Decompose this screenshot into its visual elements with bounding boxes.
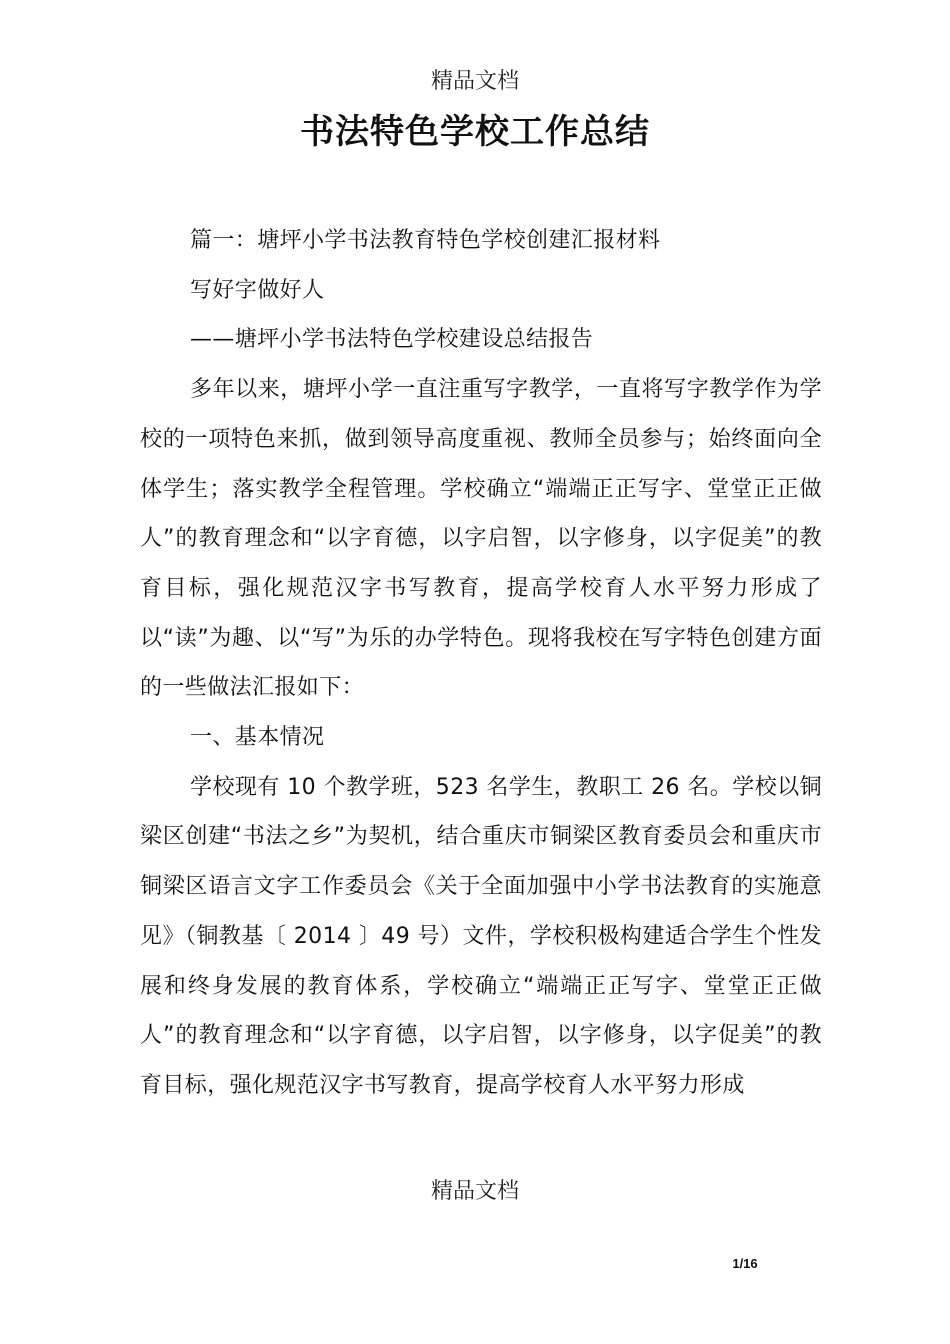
header-watermark: 精品文档 [430, 69, 519, 94]
report-subtitle: ——塘坪小学书法特色学校建设总结报告 [190, 327, 594, 353]
section-heading-basic-situation: 一、基本情况 [190, 725, 325, 751]
section-heading-article-one: 篇一：塘坪小学书法教育特色学校创建汇报材料 [190, 228, 661, 253]
document-body [140, 216, 822, 1111]
document-title: 书法特色学校工作总结 [300, 112, 650, 152]
basic-situation-paragraph: 学校现有 10 个教学班，523 名学生，教职工 26 名。学校以铜梁区创建“书法之乡”为契机，结合重庆市铜梁区教育委员会和重庆市铜梁区语言文字工作委员会《关于全面加强中小学书法教育的实施意见》（铜教基〔 2014 〕49 号）文件，学校积极构建适合学生个性发展和终身发展的教育体系，学校确立“端端正正写字、堂堂正正做人”的教育理念和“以字育德，以字启智，以字修身，以字促美”的教育目标，强化规范汉字书写教育，提高学校育人水平努力形成 [140, 774, 822, 1098]
intro-paragraph: 多年以来，塘坪小学一直注重写字教学，一直将写字教学作为学校的一项特色来抓，做到领导高度重视、教师全员参与；始终面向全体学生；落实教学全程管理。学校确立“端端正正写字、堂堂正正做人”的教育理念和“以字育德，以字启智，以字修身，以字促美”的教育目标，强化规范汉字书写教育，提高学校育人水平努力形成了以“读”为趣、以“写”为乐的办学特色。现将我校在写字特色创建方面的一些做法汇报如下： [140, 377, 822, 701]
report-main-title: 写好字做好人 [190, 277, 325, 303]
page-number: 1/16 [732, 1256, 758, 1271]
footer-watermark: 精品文档 [430, 1179, 519, 1204]
